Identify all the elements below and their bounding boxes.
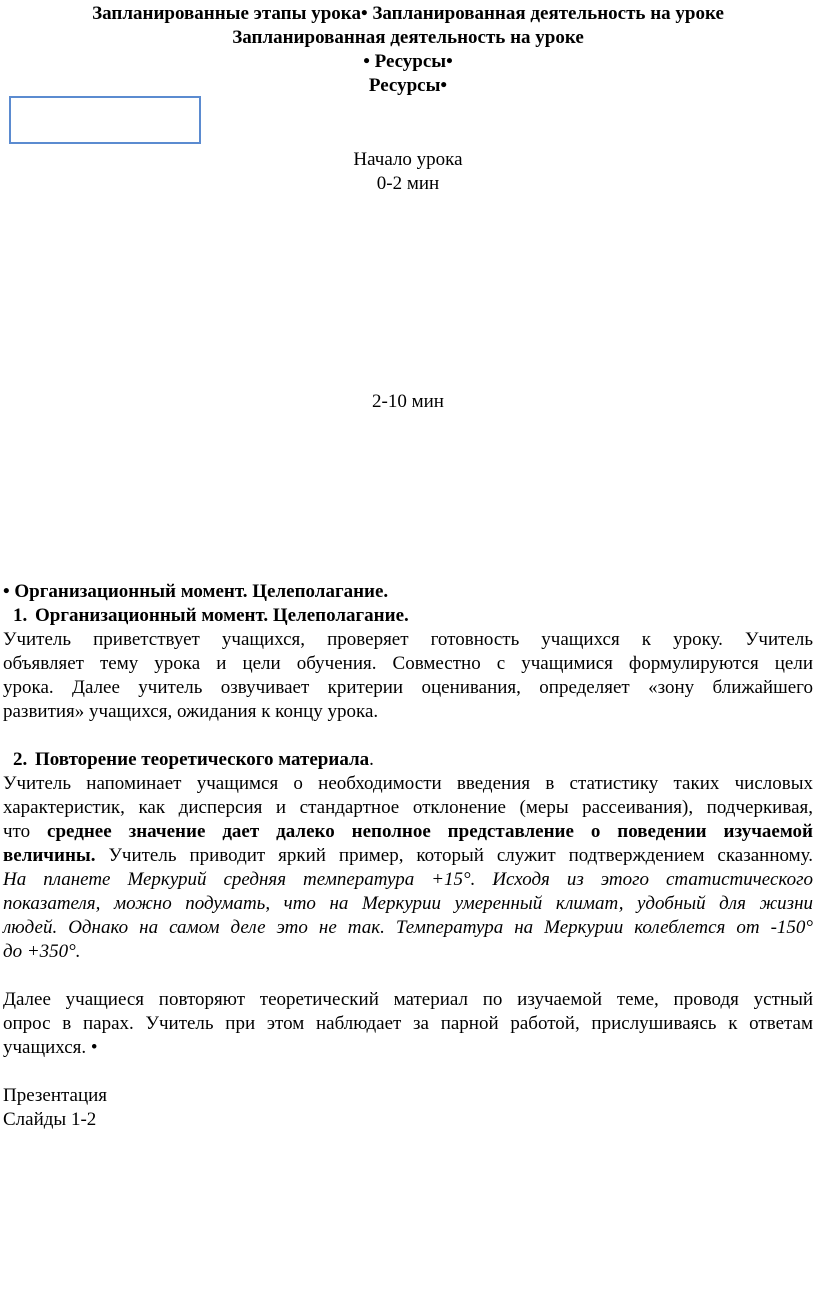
final-line: учащихся. •: [3, 1037, 98, 1058]
stage-time-1: 0-2 мин: [376, 173, 440, 194]
section-1-number: 1.: [13, 605, 28, 626]
header-line-4: Ресурсы•: [368, 75, 448, 96]
section-2-line: [3, 844, 813, 868]
example-line: На планете Меркурий средняя температура +15°. Исходя из этого статистического: [3, 869, 813, 890]
section-1-line: объявляет тему урока и цели обучения. Совместно с учащимися формулируются цели: [3, 653, 813, 674]
section-2-line: характеристик, как дисперсия и стандартное отклонение (меры рассеивания), подчеркивая,: [3, 797, 813, 818]
resources-slides: Слайды 1-2: [3, 1109, 97, 1130]
section-2-line: [3, 820, 813, 844]
stage-time-2: 2-10 мин: [372, 391, 444, 412]
header-line-3: • Ресурсы•: [363, 51, 453, 72]
section-1-title: Организационный момент. Целеполагание.: [35, 605, 409, 626]
example-line: до +350°.: [3, 941, 81, 962]
stage-name: Начало урока: [353, 149, 463, 170]
section-2-line3-start: что: [3, 821, 31, 842]
section-2-line4-bold: величины.: [3, 845, 96, 866]
section-1-line: Учитель приветствует учащихся, проверяет готовность учащихся к уроку. Учитель: [3, 629, 813, 650]
final-line: опрос в парах. Учитель при этом наблюдает за парной работой, прислушиваясь к ответам: [3, 1013, 813, 1034]
section-2-line: Учитель напоминает учащимся о необходимости введения в статистику таких числовых: [3, 773, 813, 794]
resources-presentation: Презентация: [3, 1085, 108, 1106]
header-line-1: Запланированные этапы урока• Запланированная деятельность на уроке: [92, 3, 724, 24]
empty-text-box: [9, 96, 201, 144]
section-1-line: развития» учащихся, ожидания к концу урока.: [3, 701, 379, 722]
header-line-2: Запланированная деятельность на уроке: [232, 27, 584, 48]
section-2-line4-rest: Учитель приводит яркий пример, который служит подтверждением сказанному.: [108, 845, 814, 866]
section-2-title-end: .: [369, 749, 374, 770]
section-2-line3-bold: среднее значение дает далеко неполное представление о поведении изучаемой: [47, 821, 813, 842]
section-1-line: урока. Далее учитель озвучивает критерии оценивания, определяет «зону ближайшего: [3, 677, 813, 698]
section-2-number: 2.: [13, 749, 28, 770]
bullet-heading: • Организационный момент. Целеполагание.: [3, 581, 389, 602]
example-line: показателя, можно подумать, что на Меркурии умеренный климат, удобный для жизни: [3, 893, 813, 914]
final-line: Далее учащиеся повторяют теоретический материал по изучаемой теме, проводя устный: [3, 989, 813, 1010]
section-1-heading: [3, 604, 813, 628]
section-2-heading: [3, 748, 813, 772]
example-line: людей. Однако на самом деле это не так. Температура на Меркурии колеблется от -150°: [3, 917, 813, 938]
section-2-title: Повторение теоретического материала: [35, 749, 370, 770]
